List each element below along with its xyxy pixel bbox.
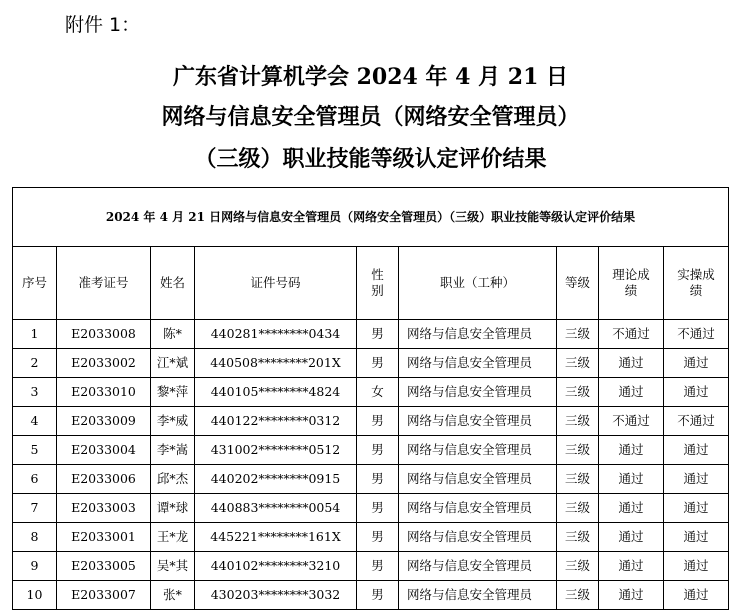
cell-exam-no: E2033006 (57, 465, 151, 494)
cell-level: 三级 (557, 407, 599, 436)
cell-theory: 通过 (599, 378, 664, 407)
cell-gender: 男 (357, 465, 399, 494)
cell-practice: 通过 (664, 465, 729, 494)
table-row (13, 436, 729, 465)
cell-gender: 男 (357, 349, 399, 378)
cell-name: 李*嵩 (151, 436, 195, 465)
cell-level: 三级 (557, 465, 599, 494)
cell-practice: 通过 (664, 552, 729, 581)
cell-gender: 男 (357, 436, 399, 465)
cell-name: 黎*萍 (151, 378, 195, 407)
header-exam-no: 准考证号 (57, 247, 151, 320)
table-row (13, 523, 729, 552)
cell-occupation: 网络与信息安全管理员 (399, 378, 557, 407)
cell-name: 陈* (151, 320, 195, 349)
cell-practice: 通过 (664, 494, 729, 523)
cell-id-no: 440281********0434 (195, 320, 357, 349)
cell-theory: 不通过 (599, 320, 664, 349)
cell-seq: 6 (13, 465, 57, 494)
cell-practice: 通过 (664, 523, 729, 552)
cell-occupation: 网络与信息安全管理员 (399, 494, 557, 523)
cell-id-no: 440105********4824 (195, 378, 357, 407)
cell-gender: 男 (357, 552, 399, 581)
cell-seq: 5 (13, 436, 57, 465)
header-gender: 性 别 (357, 247, 399, 320)
cell-level: 三级 (557, 378, 599, 407)
cell-level: 三级 (557, 523, 599, 552)
cell-occupation: 网络与信息安全管理员 (399, 465, 557, 494)
cell-seq: 10 (13, 581, 57, 610)
cell-theory: 通过 (599, 436, 664, 465)
cell-theory: 通过 (599, 349, 664, 378)
cell-exam-no: E2033001 (57, 523, 151, 552)
cell-occupation: 网络与信息安全管理员 (399, 349, 557, 378)
cell-id-no: 440102********3210 (195, 552, 357, 581)
cell-exam-no: E2033009 (57, 407, 151, 436)
cell-level: 三级 (557, 320, 599, 349)
cell-practice: 不通过 (664, 407, 729, 436)
cell-name: 张* (151, 581, 195, 610)
header-practice: 实操成 绩 (664, 247, 729, 320)
cell-practice: 不通过 (664, 320, 729, 349)
cell-name: 吴*其 (151, 552, 195, 581)
cell-seq: 7 (13, 494, 57, 523)
cell-exam-no: E2033007 (57, 581, 151, 610)
title-line-3: （三级）职业技能等级认定评价结果 (194, 146, 547, 172)
cell-exam-no: E2033005 (57, 552, 151, 581)
cell-exam-no: E2033004 (57, 436, 151, 465)
cell-id-no: 431002********0512 (195, 436, 357, 465)
cell-practice: 通过 (664, 349, 729, 378)
table-row (13, 349, 729, 378)
cell-level: 三级 (557, 494, 599, 523)
cell-exam-no: E2033003 (57, 494, 151, 523)
cell-theory: 通过 (599, 494, 664, 523)
cell-occupation: 网络与信息安全管理员 (399, 552, 557, 581)
cell-id-no: 440122********0312 (195, 407, 357, 436)
cell-occupation: 网络与信息安全管理员 (399, 407, 557, 436)
table-caption: 2024 年 4 月 21 日网络与信息安全管理员（网络安全管理员）（三级）职业技能等级认定评价结果 (13, 188, 729, 247)
cell-theory: 通过 (599, 465, 664, 494)
cell-level: 三级 (557, 552, 599, 581)
cell-id-no: 440883********0054 (195, 494, 357, 523)
cell-name: 邱*杰 (151, 465, 195, 494)
table-row (13, 581, 729, 610)
cell-practice: 通过 (664, 581, 729, 610)
cell-exam-no: E2033010 (57, 378, 151, 407)
header-theory: 理论成 绩 (599, 247, 664, 320)
cell-seq: 9 (13, 552, 57, 581)
cell-occupation: 网络与信息安全管理员 (399, 436, 557, 465)
cell-occupation: 网络与信息安全管理员 (399, 523, 557, 552)
table-row (13, 552, 729, 581)
header-seq: 序号 (13, 247, 57, 320)
cell-name: 谭*球 (151, 494, 195, 523)
cell-practice: 通过 (664, 378, 729, 407)
cell-theory: 通过 (599, 581, 664, 610)
header-name: 姓名 (151, 247, 195, 320)
cell-occupation: 网络与信息安全管理员 (399, 320, 557, 349)
cell-name: 王*龙 (151, 523, 195, 552)
table-row (13, 494, 729, 523)
cell-level: 三级 (557, 349, 599, 378)
cell-gender: 女 (357, 378, 399, 407)
attachment-label: 附件 1： (65, 14, 141, 36)
cell-gender: 男 (357, 320, 399, 349)
cell-theory: 通过 (599, 523, 664, 552)
cell-id-no: 445221********161X (195, 523, 357, 552)
cell-name: 江*斌 (151, 349, 195, 378)
cell-occupation: 网络与信息安全管理员 (399, 581, 557, 610)
cell-level: 三级 (557, 436, 599, 465)
cell-id-no: 440508********201X (195, 349, 357, 378)
cell-practice: 通过 (664, 436, 729, 465)
table-row (13, 407, 729, 436)
cell-theory: 通过 (599, 552, 664, 581)
cell-seq: 8 (13, 523, 57, 552)
cell-exam-no: E2033002 (57, 349, 151, 378)
header-id-no: 证件号码 (195, 247, 357, 320)
cell-gender: 男 (357, 494, 399, 523)
cell-seq: 4 (13, 407, 57, 436)
cell-level: 三级 (557, 581, 599, 610)
cell-gender: 男 (357, 581, 399, 610)
cell-theory: 不通过 (599, 407, 664, 436)
table-row (13, 465, 729, 494)
header-level: 等级 (557, 247, 599, 320)
table-header-row (13, 247, 729, 320)
cell-exam-no: E2033008 (57, 320, 151, 349)
results-table (12, 187, 729, 610)
title-line-1: 广东省计算机学会 2024 年 4 月 21 日 (172, 64, 569, 90)
cell-seq: 3 (13, 378, 57, 407)
cell-gender: 男 (357, 407, 399, 436)
cell-name: 李*威 (151, 407, 195, 436)
cell-seq: 2 (13, 349, 57, 378)
cell-id-no: 440202********0915 (195, 465, 357, 494)
header-occupation: 职业（工种） (399, 247, 557, 320)
title-line-2: 网络与信息安全管理员（网络安全管理员） (161, 104, 580, 130)
table-row (13, 320, 729, 349)
cell-gender: 男 (357, 523, 399, 552)
cell-seq: 1 (13, 320, 57, 349)
table-row (13, 378, 729, 407)
cell-id-no: 430203********3032 (195, 581, 357, 610)
